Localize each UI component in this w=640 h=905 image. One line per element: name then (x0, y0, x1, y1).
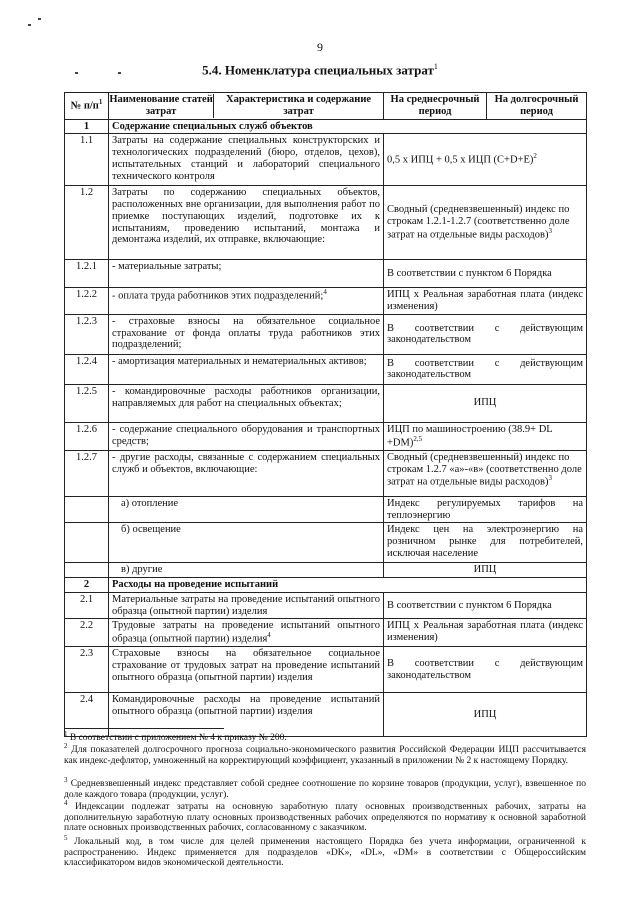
row-value: ИПЦ (384, 384, 587, 422)
table-row (65, 384, 587, 422)
row-value: 0,5 х ИПЦ + 0,5 х ИЦП $(С+D+Е)^2$ (384, 134, 587, 186)
table-header-row (65, 93, 587, 120)
header-name-characteristic (109, 93, 384, 120)
table-row (65, 563, 587, 578)
section-title: Расходы на проведение испытаний (109, 578, 587, 593)
row-text: Материальные затраты на проведение испытаний опытного образца (опытной партии) изделия (109, 592, 384, 619)
row-text: а) отопление (109, 496, 384, 523)
row-value: Сводный (средневзвешенный) индекс по строкам 1.2.7 «а»-«в» (соответственно доле затрат на отдельные виды расходов)$^3$ (384, 450, 587, 496)
row-num: 1.2.6 (65, 422, 109, 450)
header-num: № $п/п^1$ (65, 93, 109, 120)
row-text: б) освещение (109, 523, 384, 563)
row-value: ИПЦ (384, 693, 587, 737)
row-value: ИПЦ (384, 563, 587, 578)
row-value: ИПЦ х Реальная заработная плата (индекс изменения) (384, 288, 587, 315)
header-medium: На среднесрочный период (384, 93, 487, 120)
row-text: - страховые взносы на обязательное социальное страхование от фонда оплаты труда работников этих подразделений; (109, 314, 384, 354)
row-text: Страховые взносы на обязательное социальное страхование от трудовых затрат на проведение испытаний опытного образца (опытной партии) изделия (109, 647, 384, 693)
row-num: 2.1 (65, 592, 109, 619)
row-text: - амортизация материальных и нематериальных активов; (109, 354, 384, 384)
header-characteristic: Характеристика и содержание затрат (226, 94, 372, 117)
table-row (65, 314, 587, 354)
table-row (65, 450, 587, 496)
row-num (65, 563, 109, 578)
row-text: в) другие (109, 563, 384, 578)
section-title: Содержание специальных служб объектов (109, 119, 587, 134)
row-text: - оплата труда работников этих подразделений;$^4$ (109, 288, 384, 315)
row-value: В соответствии с пунктом 6 Порядка (384, 260, 587, 288)
page-title: 5.4. Номенклатура специальных затрат$^1$ (202, 62, 438, 78)
table-row (65, 619, 587, 647)
section-row (65, 119, 587, 134)
row-num: 1.2.2 (65, 288, 109, 315)
row-text: Затраты по содержанию специальных объектов, расположенных вне организации, для выполнения работ по приемке поступающих изделий, подготовке их к испытаниям, проведению испытаний, монтажа и демонтажа изделий, их отправке, включающие: (109, 186, 384, 260)
row-value: В соответствии с действующим законодательством (384, 354, 587, 384)
row-value: Сводный (средневзвешенный) индекс по строкам 1.2.1-1.2.7 (соответственно доле затрат на отдельные виды расходов)$^3$ (384, 186, 587, 260)
row-value: ИЦП по машиностроению (38.9+ DL +DM)$^{2,5}$ (384, 422, 587, 450)
footnote-divider (64, 728, 224, 729)
table-row (65, 496, 587, 523)
row-value: В соответствии с действующим законодательством (384, 647, 587, 693)
row-num: 2.3 (65, 647, 109, 693)
table-row (65, 134, 587, 186)
page-number: 9 (317, 40, 323, 54)
section-row (65, 578, 587, 593)
row-num: 1.2.1 (65, 260, 109, 288)
row-text: - содержание специального оборудования и транспортных средств; (109, 422, 384, 450)
row-value: В соответствии с действующим законодательством (384, 314, 587, 354)
row-num: 1.2.4 (65, 354, 109, 384)
row-num: 1.2.3 (65, 314, 109, 354)
footnote: $^1$ В соответствии с приложением № 4 к приказу № 200. (64, 730, 287, 744)
row-text: - материальные затраты; (109, 260, 384, 288)
row-value: Индекс регулируемых тарифов на теплоэнергию (384, 496, 587, 523)
row-num (65, 523, 109, 563)
table-row (65, 523, 587, 563)
row-value: В соответствии с пунктом 6 Порядка (384, 592, 587, 619)
table-row (65, 647, 587, 693)
row-num: 1.2.5 (65, 384, 109, 422)
row-text: - командировочные расходы работников организации, направляемых для работ на специальных объектах; (109, 384, 384, 422)
scan-speck (28, 24, 31, 26)
table-row (65, 260, 587, 288)
table-row (65, 592, 587, 619)
footnote: $^2$ Для показателей долгосрочного прогноза социально-экономического развития Российской Федерации ИЦП рассчитывается как индекс-дефлятор, умноженный на корректирующий коэффициент, указанный в приложении № 2 к настоящему Порядку. (64, 742, 587, 766)
table-row (65, 186, 587, 260)
row-num: 2.4 (65, 693, 109, 737)
footnote: $^4$ Индексации подлежат затраты на основную заработную плату основных производственных рабочих, затраты на дополнительную заработную плату основных производственных рабочих определяются по нормативу к основной заработной плате основных производственных рабочих, согласованному с заказчиком. (64, 799, 586, 834)
row-num: 1.1 (65, 134, 109, 186)
row-num: 1 (65, 119, 109, 134)
table-row (65, 288, 587, 315)
row-text: Командировочные расходы на проведение испытаний опытного образца (опытной партии) изделия (109, 693, 384, 737)
row-num: 2 (65, 578, 109, 593)
footnote: $^3$ Средневзвешенный индекс представляет собой среднее соотношение по корзине товаров (продукции, услуг), взвешенное по доле каждого товара (продукции, услуг). (64, 776, 587, 800)
nomenclature-table (64, 92, 587, 737)
row-text: - другие расходы, связанные с содержанием специальных служб и объектов, включающие: (109, 450, 384, 496)
table-row (65, 422, 587, 450)
header-name: Наименование статей затрат (109, 94, 213, 117)
row-num: 1.2.7 (65, 450, 109, 496)
row-text: Затраты на содержание специальных конструкторских и технологических подразделений (бюро, отделов, цехов), испытательных станций и лабораторий специального технического контроля (109, 134, 384, 186)
footnote: $^5$ Локальный код, в том числе для целей применения настоящего Порядка без учета информации, ограниченной к распространению. Индекс применяется для подразделов «DK», «DL», «DM» в соответствии с Общероссийским классификатором видов экономической деятельности. (64, 834, 586, 869)
row-value: Индекс цен на электроэнергию на розничном рынке для потребителей, исключая население (384, 523, 587, 563)
row-text: Трудовые затраты на проведение испытаний опытного образца (опытной партии) изделия$^4$ (109, 619, 384, 647)
header-long: На долгосрочный период (487, 93, 587, 120)
table-row (65, 354, 587, 384)
row-value: ИПЦ х Реальная заработная плата (индекс изменения) (384, 619, 587, 647)
row-num: 1.2 (65, 186, 109, 260)
row-num (65, 496, 109, 523)
row-num: 2.2 (65, 619, 109, 647)
scan-speck (38, 18, 41, 20)
